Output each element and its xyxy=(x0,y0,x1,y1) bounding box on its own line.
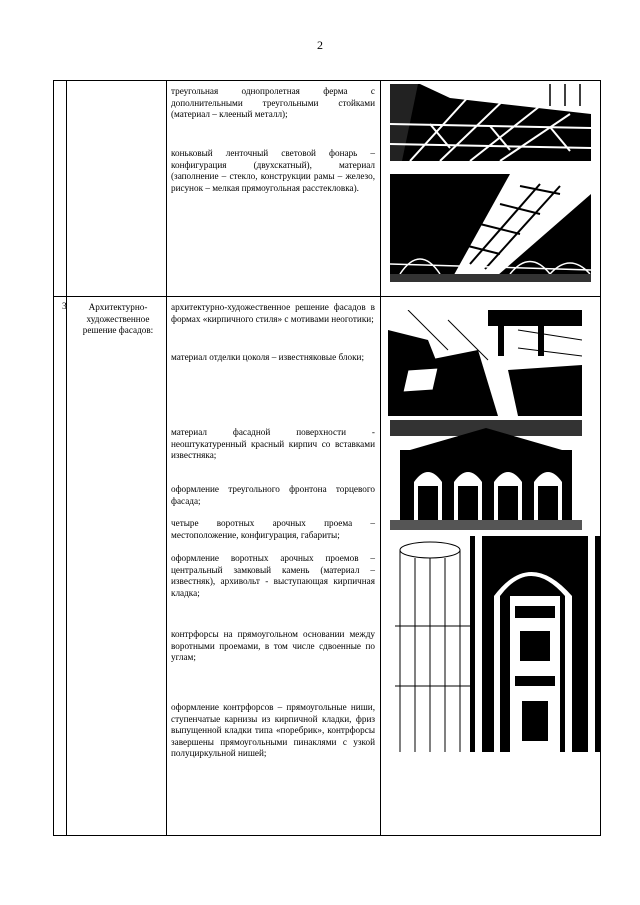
photo-limestone-plinth xyxy=(388,310,582,416)
photo-icon xyxy=(390,536,600,752)
arch-openings-item: четыре воротных арочных проема – местоположение, конфигурация, габариты; xyxy=(171,518,375,540)
photo-icon xyxy=(390,84,591,161)
row-number: 3 xyxy=(62,302,67,312)
table-border-bottom xyxy=(53,835,601,836)
pediment-item: оформление треугольного фронтона торцевого фасада; xyxy=(171,484,375,506)
arch-decoration-item: оформление воротных арочных проемов – центральный замковый камень (материал – известняк), архивольт - выступающая кирпичная кладка; xyxy=(171,553,375,598)
table-border-top xyxy=(53,80,601,81)
row-title: Архитектурно-художественное решение фасадов: xyxy=(82,302,154,335)
photo-icon xyxy=(390,174,591,282)
photo-icon xyxy=(388,310,582,416)
roof-truss-description: треугольная однопролетная ферма с дополнительными треугольными стойками (материал – клееный металл); xyxy=(171,86,375,119)
plinth-material-item: материал отделки цоколя – известняковые блоки; xyxy=(171,352,364,362)
photo-buttress-drawing xyxy=(390,536,600,752)
table-border-left xyxy=(53,80,54,836)
table-col-divider-2 xyxy=(166,80,167,836)
buttress-decoration-item: оформление контрфорсов – прямоугольные ниши, ступенчатые карнизы из кирпичной кладки, фриз выпущенной кладки типа «поребрик», контрфорсы завершены прямоугольными пинаклями с узкой полуциркульной нишей; xyxy=(171,702,375,758)
photo-skylight-interior xyxy=(390,174,591,282)
facade-style-item: архитектурно-художественное решение фасадов в формах «кирпичного стиля» с мотивами неоготики; xyxy=(171,302,375,324)
buttresses-item: контрфорсы на прямоугольном основании между воротными проемами, в том числе сдвоенные по углам; xyxy=(171,629,375,662)
facade-surface-item: материал фасадной поверхности - неоштукатуренный красный кирпич со вставками известняка; xyxy=(171,427,375,460)
photo-roof-truss xyxy=(390,84,591,161)
page-number: 2 xyxy=(317,38,323,52)
table-border-right xyxy=(600,80,601,836)
photo-arched-facade xyxy=(390,420,582,530)
table-col-divider-1 xyxy=(66,80,67,836)
photo-icon xyxy=(390,420,582,530)
table-col-divider-3 xyxy=(380,80,381,836)
table-row-divider xyxy=(53,296,601,297)
skylight-description: коньковый ленточный световой фонарь – конфигурация (двухскатный), материал (заполнение – стекло, конструкции рамы – железо, рисунок – мелкая прямоугольная расстекловка). xyxy=(171,148,375,193)
